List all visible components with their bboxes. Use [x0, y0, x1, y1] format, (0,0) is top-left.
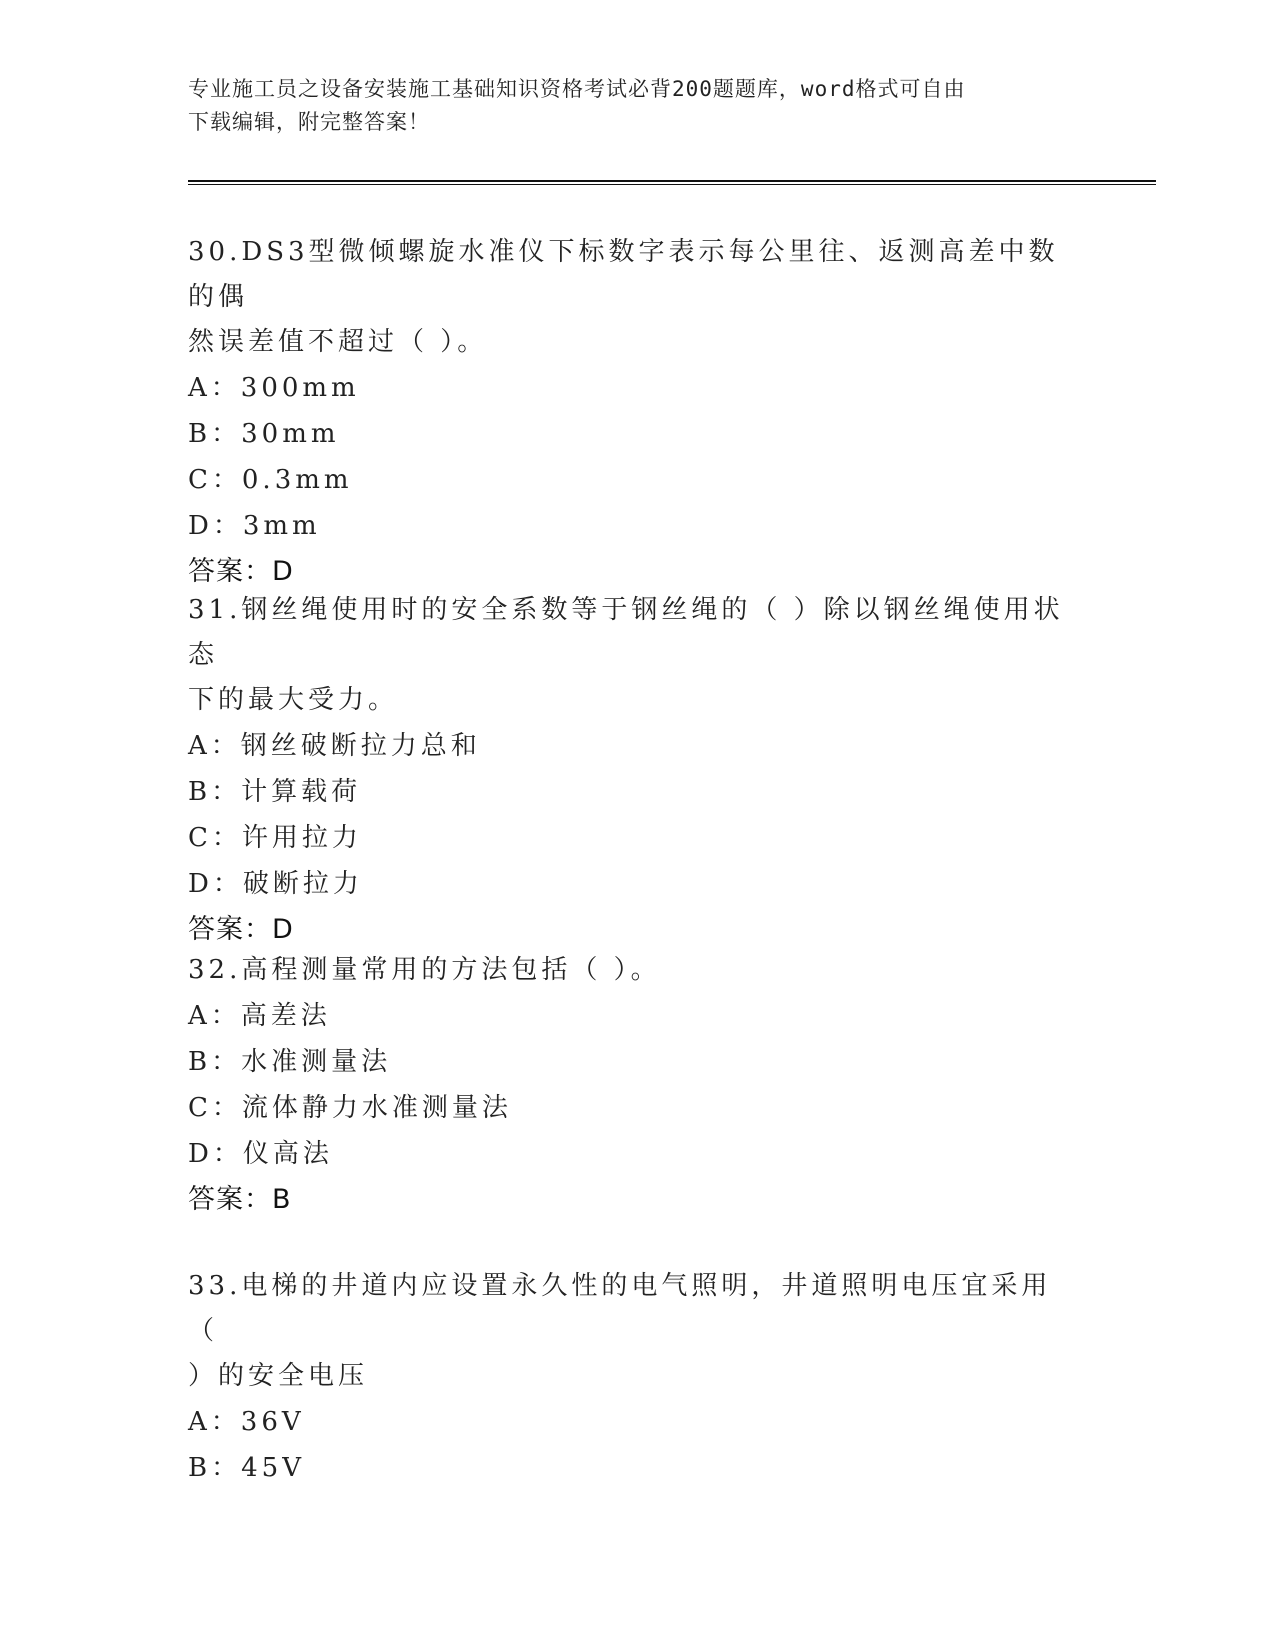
question-stem: [188, 1264, 1068, 1399]
option-c: C：0.3mm: [188, 465, 353, 495]
option-c: C：流体静力水准测量法: [188, 1093, 512, 1123]
option-b: B：水准测量法: [188, 1047, 392, 1077]
question-33: [188, 1264, 1088, 1491]
question-stem-line: ）的安全电压: [188, 1361, 369, 1391]
option-b: B：45V: [188, 1453, 305, 1483]
answer-line: 答案：B: [188, 1184, 292, 1215]
header-line-1: 专业施工员之设备安装施工基础知识资格考试必背200题题库，word格式可自由: [188, 77, 966, 101]
option-c: C：许用拉力: [188, 823, 362, 853]
option-a: A：300mm: [188, 373, 360, 403]
answer-line: 答案：D: [188, 914, 294, 945]
option-b: B：30mm: [188, 419, 340, 449]
question-stem-line: 32.高程测量常用的方法包括（ ）。: [188, 955, 661, 985]
option-d: D：3mm: [188, 511, 321, 541]
answer-line: 答案：D: [188, 556, 294, 587]
question-stem-line: 下的最大受力。: [188, 685, 399, 715]
option-a: A：高差法: [188, 1001, 331, 1031]
header-divider-thin: [188, 184, 1156, 185]
option-a: A：36V: [188, 1407, 305, 1437]
question-stem-line: 31.钢丝绳使用时的安全系数等于钢丝绳的（ ）除以钢丝绳使用状态: [188, 595, 1064, 670]
question-30: [188, 230, 1088, 595]
question-32: [188, 948, 1088, 1223]
header-divider: [188, 180, 1156, 182]
document-header: [188, 73, 1068, 139]
option-a: A：钢丝破断拉力总和: [188, 731, 481, 761]
question-stem-line: 30.DS3型微倾螺旋水准仪下标数字表示每公里往、返测高差中数的偶: [188, 237, 1059, 312]
question-stem: [188, 230, 1068, 365]
question-stem: [188, 588, 1068, 723]
question-31: [188, 588, 1088, 953]
header-line-2: 下载编辑，附完整答案！: [188, 110, 430, 134]
question-stem: [188, 948, 1068, 993]
question-stem-line: 然误差值不超过（ ）。: [188, 327, 488, 357]
option-d: D：仪高法: [188, 1139, 333, 1169]
option-d: D：破断拉力: [188, 869, 363, 899]
question-stem-line: 33.电梯的井道内应设置永久性的电气照明，井道照明电压宜采用（: [188, 1271, 1052, 1346]
option-b: B：计算载荷: [188, 777, 362, 807]
